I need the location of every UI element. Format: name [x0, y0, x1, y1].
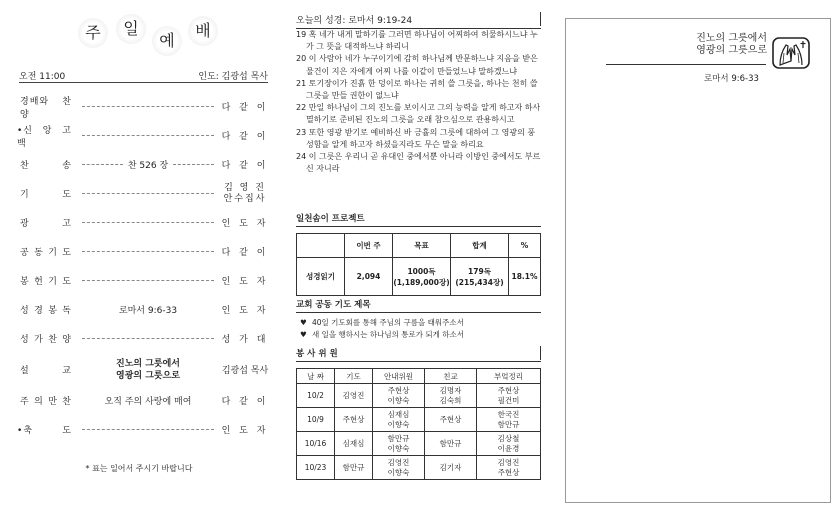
order-row: [0, 121, 278, 150]
table-row: 10/2 김영진 주현상 이향숙 김명자 김숙희 주현상 필건미: [297, 384, 541, 408]
verse: 22 만일 하나님이 그의 진노를 보이시고 그의 능력을 알게 하고자 하사 멸하기로 준비된 진노의 그릇을 오래 참으심으로 관용하시고: [296, 103, 541, 125]
order-performer: 성 가 대: [221, 335, 269, 345]
order-performer: 다 같 이: [221, 132, 269, 142]
row-label: 성경읽기: [297, 258, 345, 296]
prayer-title: 교회 공동 기도 제목: [296, 298, 541, 313]
order-row: [0, 295, 278, 324]
praying-hands-icon: [772, 37, 810, 69]
reading-title: 오늘의 성경: 로마서 9:19-24: [296, 13, 541, 29]
title-char: 일: [116, 14, 146, 44]
service-header: [19, 69, 268, 82]
order-row: [0, 92, 278, 121]
scripture-verses: [296, 29, 541, 175]
verse: 23 또한 영광 받기로 예비하신 바 긍휼의 그릇에 대하여 그 영광의 풍성함을 알게 하고자 하셨을지라도 무슨 말을 하리요: [296, 127, 536, 149]
order-label: 성 가 찬 양: [20, 335, 72, 345]
goal-value: 1000독 (1,189,000장): [393, 258, 451, 296]
prayer-item: ♥ 새 일을 행하시는 하나님의 통로가 되게 하소서: [300, 330, 464, 339]
order-detail: 오직 주의 사랑에 매여: [104, 397, 192, 407]
order-label: 성 경 봉 독: [20, 306, 72, 316]
order-label: 공 동 기 도: [20, 248, 72, 258]
this-week-value: 2,094: [345, 258, 393, 296]
order-row: [0, 415, 278, 444]
header-divider: [19, 82, 268, 83]
reading-project-table: 이번 주 목표 합계 % 성경읽기 2,094 1000독 (1,189,000장) 179독 (215,434장) 18.1%: [296, 233, 541, 296]
order-performer: 다 같 이: [221, 397, 269, 407]
order-row: [0, 386, 278, 415]
verse: 24 이 그릇은 우리니 곧 유대인 중에서뿐 아니라 이방인 중에서도 부르신 자니라: [296, 152, 541, 174]
order-row: [0, 324, 278, 353]
order-list: [0, 92, 278, 444]
worship-order-panel: [0, 0, 278, 507]
reading-project-title: 일천솜이 프로젝트: [296, 212, 541, 227]
title-char: 주: [78, 18, 108, 48]
order-performer: 김 영 진 안수집사: [223, 182, 267, 204]
total-value: 179독 (215,434장): [451, 258, 509, 296]
order-row: [0, 353, 278, 386]
order-performer: 김광섭 목사: [221, 366, 269, 376]
heart-icon: ♥: [300, 330, 307, 339]
table-row: 10/23 함만규 김영진 이향숙 김기자 김영진 주현상: [297, 456, 541, 480]
order-row: [0, 150, 278, 179]
footnote: * 표는 일어서 주시기 바랍니다: [85, 464, 193, 473]
order-performer: 다 같 이: [221, 248, 269, 258]
order-row: [0, 266, 278, 295]
order-performer: 인 도 자: [221, 219, 269, 229]
verse: 19 혹 네가 내게 말하기를 그러면 하나님이 어찌하여 허물하시느냐 누가 그 뜻을 대적하느냐 하리니: [296, 30, 538, 52]
bulletin-info-panel: [296, 0, 545, 507]
order-detail: 찬 526 장: [127, 161, 169, 171]
order-label: 설 교: [20, 366, 72, 376]
verse: 21 토기장이가 진흙 한 덩이로 하나는 귀히 쓸 그릇을, 하나는 천히 쓸 그릇을 만들 권한이 없느냐: [296, 78, 538, 101]
sermon-reference: 로마서 9:6-33: [704, 74, 759, 84]
heart-icon: ♥: [300, 318, 307, 327]
order-row: [0, 237, 278, 266]
order-performer: 인 도 자: [221, 306, 269, 316]
worship-title: [78, 14, 228, 58]
percent-value: 18.1%: [509, 258, 541, 296]
order-label: 기 도: [20, 190, 72, 200]
order-label: 찬 송: [20, 161, 72, 171]
title-char: 예: [152, 26, 182, 56]
table-row: 10/9 주현상 심재심 이향숙 주현상 한국진 함만규: [297, 408, 541, 432]
order-performer: 인 도 자: [221, 277, 269, 287]
sermon-title: 진노의 그릇에서 영광의 그릇으로: [116, 358, 180, 381]
order-row: [0, 208, 278, 237]
order-detail: 로마서 9:6-33: [118, 306, 178, 316]
service-time: 오전 11:00: [19, 72, 66, 82]
order-performer: 인 도 자: [221, 426, 269, 436]
order-label: 광 고: [20, 219, 72, 229]
order-label: 경배와 찬양: [20, 96, 72, 120]
volunteers-title: 봉 사 위 원: [296, 347, 541, 362]
title-char: 배: [188, 16, 218, 46]
sermon-cover-panel: [565, 18, 831, 503]
sermon-cover-title: 진노의 그릇에서 영광의 그릇으로: [696, 33, 767, 56]
order-performer: 다 같 이: [221, 103, 269, 113]
verse: 20 이 사람아 네가 누구이기에 감히 하나님께 반문하느냐 지음을 받은 물건이 지은 자에게 어찌 나를 이같이 만들었느냐 말하겠느냐: [296, 54, 538, 76]
service-leader: 인도: 김광섭 목사: [198, 72, 268, 82]
order-label: 주 의 만 찬: [20, 397, 72, 407]
volunteers-table: 날 짜 기도 안내위원 친교 부엌정리 10/2 김영진 주현상 이향숙 김명자 김숙희 주현상 필건미 10/9 주현상 심재심 이향숙 주현상 한국진 함만규 10/16 심재심 함만규 이향숙 함만규 김상철 이윤경 10/23 함만규 김영진 이향숙 김기자 김영진 주현상: [296, 368, 541, 480]
prayer-item: ♥ 40일 기도회를 통해 주님의 구름을 태워주소서: [300, 318, 464, 327]
order-label: •축 도: [17, 426, 72, 436]
prayer-list: [300, 317, 464, 341]
order-row: [0, 179, 278, 208]
table-row: 10/16 심재심 함만규 이향숙 함만규 김상철 이윤경: [297, 432, 541, 456]
order-label: •신 앙 고 백: [17, 125, 72, 149]
order-performer: 다 같 이: [221, 161, 269, 171]
order-label: 봉 헌 기 도: [20, 277, 72, 287]
cover-divider: [606, 64, 766, 65]
